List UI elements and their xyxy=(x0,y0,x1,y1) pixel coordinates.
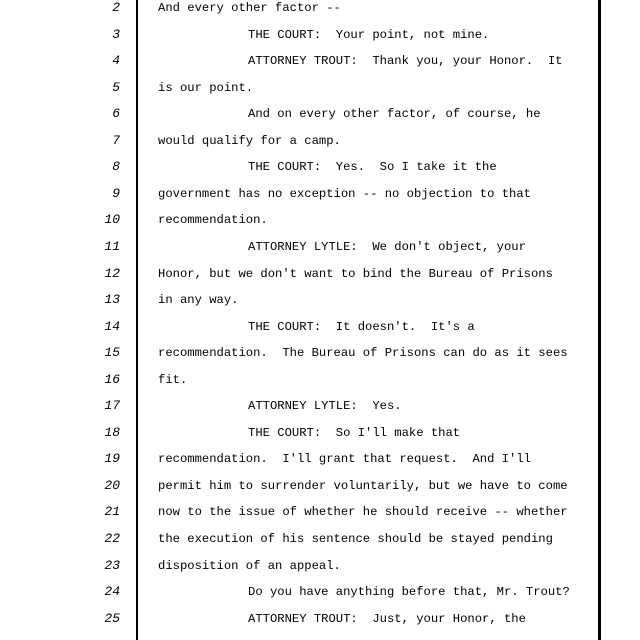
line-number: 8 xyxy=(112,159,120,175)
line-text: recommendation. xyxy=(158,213,268,228)
line-text: the execution of his sentence should be stayed pending xyxy=(158,532,553,546)
transcript-line xyxy=(0,553,640,579)
line-number: 3 xyxy=(112,26,120,42)
line-text: ATTORNEY TROUT: Just, your Honor, the xyxy=(248,611,526,626)
line-number: 25 xyxy=(104,610,120,626)
transcript-line xyxy=(0,340,640,366)
line-text: And on every other factor, of course, he xyxy=(248,107,541,122)
transcript-line xyxy=(0,128,640,154)
line-text: THE COURT: It doesn't. It's a xyxy=(248,319,475,334)
line-number: 21 xyxy=(104,504,120,520)
line-text: THE COURT: Yes. So I take it the xyxy=(248,160,497,175)
transcript-line xyxy=(0,446,640,472)
line-text: ATTORNEY TROUT: Thank you, your Honor. It xyxy=(248,54,563,69)
line-text: And every other factor -- xyxy=(158,1,341,15)
line-text: THE COURT: Your point, not mine. xyxy=(248,27,490,42)
transcript-line xyxy=(0,48,640,74)
line-text: disposition of an appeal. xyxy=(158,558,341,573)
transcript-line xyxy=(0,234,640,260)
transcript-line xyxy=(0,287,640,313)
line-text: government has no exception -- no objection to that xyxy=(158,186,531,201)
transcript-line xyxy=(0,181,640,207)
line-number: 17 xyxy=(104,398,120,414)
transcript-line xyxy=(0,101,640,127)
line-number: 22 xyxy=(104,531,120,546)
line-text: would qualify for a camp. xyxy=(158,133,341,148)
line-text: Do you have anything before that, Mr. Trout? xyxy=(248,585,570,600)
line-text: now to the issue of whether he should receive -- whether xyxy=(158,505,568,520)
line-number: 10 xyxy=(104,212,120,228)
line-text: recommendation. I'll grant that request. And I'll xyxy=(158,452,531,467)
transcript-line xyxy=(0,154,640,180)
line-number: 11 xyxy=(104,238,120,254)
line-number: 4 xyxy=(112,53,120,69)
transcript-line xyxy=(0,499,640,525)
line-text: permit him to surrender voluntarily, but we have to come xyxy=(158,478,568,493)
transcript-line xyxy=(0,22,640,48)
line-number: 7 xyxy=(112,132,120,148)
line-number: 18 xyxy=(104,424,120,440)
line-text: ATTORNEY LYTLE: We don't object, your xyxy=(248,239,526,254)
transcript-line xyxy=(0,314,640,340)
transcript-line xyxy=(0,526,640,552)
transcript-line xyxy=(0,0,640,21)
line-number: 14 xyxy=(104,318,120,334)
transcript-line xyxy=(0,393,640,419)
transcript-line xyxy=(0,420,640,446)
line-number: 24 xyxy=(104,584,120,600)
line-number: 15 xyxy=(104,345,120,361)
line-text: THE COURT: So I'll make that xyxy=(248,425,461,440)
transcript-line xyxy=(0,75,640,101)
transcript-line xyxy=(0,207,640,233)
line-number: 12 xyxy=(104,265,120,281)
line-text: ATTORNEY LYTLE: Yes. xyxy=(248,399,402,414)
line-number: 5 xyxy=(112,79,120,95)
line-text: fit. xyxy=(158,372,188,387)
line-number: 9 xyxy=(112,185,120,201)
transcript-line xyxy=(0,261,640,287)
transcript-line xyxy=(0,367,640,393)
line-number: 6 xyxy=(112,106,120,122)
line-number: 19 xyxy=(104,451,120,467)
line-text: Honor, but we don't want to bind the Bureau of Prisons xyxy=(158,266,553,281)
line-number: 20 xyxy=(104,477,120,493)
line-text: in any way. xyxy=(158,293,239,308)
line-number: 16 xyxy=(104,371,120,387)
line-number: 23 xyxy=(104,557,120,573)
transcript-line xyxy=(0,579,640,605)
line-text: is our point. xyxy=(158,80,254,95)
line-number: 13 xyxy=(104,292,120,308)
transcript-line xyxy=(0,606,640,632)
line-number: 2 xyxy=(112,0,120,15)
transcript-line xyxy=(0,473,640,499)
line-text: recommendation. The Bureau of Prisons can do as it sees xyxy=(158,346,568,361)
